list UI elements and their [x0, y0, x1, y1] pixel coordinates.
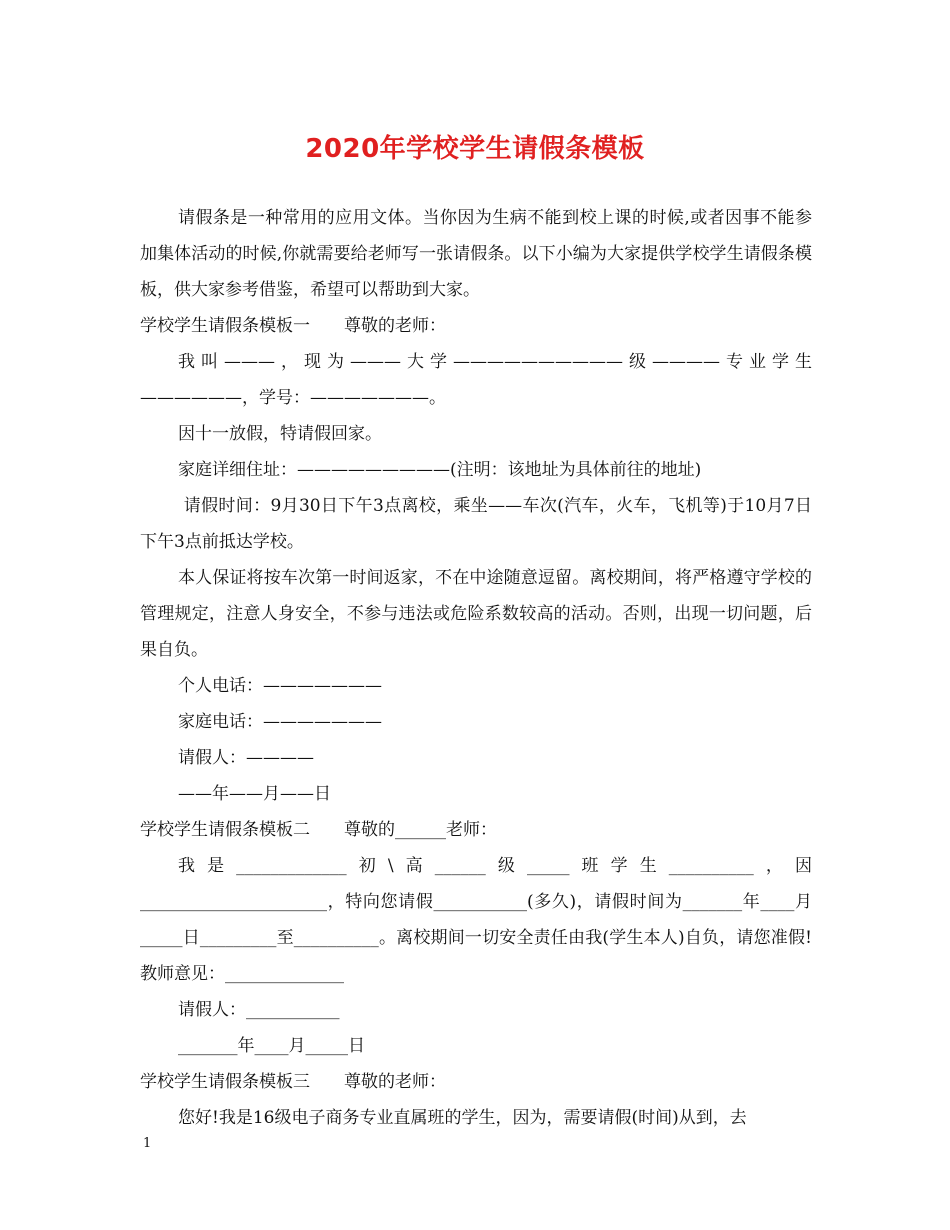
- template-one-applicant: 请假人：————: [178, 748, 314, 768]
- template-three-heading: 学校学生请假条模板三 尊敬的老师：: [140, 1072, 446, 1092]
- template-one-reason: 因十一放假，特请假回家。: [178, 424, 382, 444]
- page-title: 2020年学校学生请假条模板: [305, 134, 645, 164]
- template-two-date: _______年____月_____日: [178, 1036, 365, 1056]
- template-one-guarantee: 本人保证将按车次第一时间返家，不在中途随意逗留。离校期间，将严格遵守学校的管理规定，注意人身安全，不参与违法或危险系数较高的活动。否则，出现一切问题，后果自负。: [140, 568, 812, 660]
- template-one-home-phone: 家庭电话：———————: [178, 712, 382, 732]
- template-three-body: 您好!我是16级电子商务专业直属班的学生，因为，需要请假(时间)从到，去: [178, 1108, 747, 1128]
- page-number: 1: [143, 1136, 152, 1151]
- intro-paragraph: 请假条是一种常用的应用文体。当你因为生病不能到校上课的时候,或者因事不能参加集体活动的时候,你就需要给老师写一张请假条。以下小编为大家提供学校学生请假条模板，供大家参考借鉴，希望可以帮助到大家。: [140, 208, 812, 300]
- template-two-heading: 学校学生请假条模板二 尊敬的______老师：: [140, 820, 497, 840]
- document-body: [140, 200, 818, 1136]
- template-one-name-line: 我叫———，现为———大学——————————级————专业学生——————，学号：———————。: [140, 352, 812, 408]
- template-one-heading: 学校学生请假条模板一 尊敬的老师：: [140, 316, 446, 336]
- template-one-address: 家庭详细住址：—————————(注明：该地址为具体前往的地址): [178, 460, 702, 480]
- template-two-applicant: 请假人：___________: [178, 1000, 340, 1020]
- template-one-date: ——年——月——日: [178, 784, 331, 804]
- template-one-leave-time: 请假时间：9月30日下午3点离校，乘坐——车次(汽车，火车，飞机等)于10月7日下午3点前抵达学校。: [140, 496, 812, 552]
- template-two-body: 我是_____________初\高______级_____班学生__________，因______________________，特向您请假___________(多久)，请假时间为_______年____月_____日_________至__________。离校期间一切安全责任由我(学生本人)自负，请您准假! 教师意见：______________: [140, 856, 818, 984]
- template-one-personal-phone: 个人电话：———————: [178, 676, 382, 696]
